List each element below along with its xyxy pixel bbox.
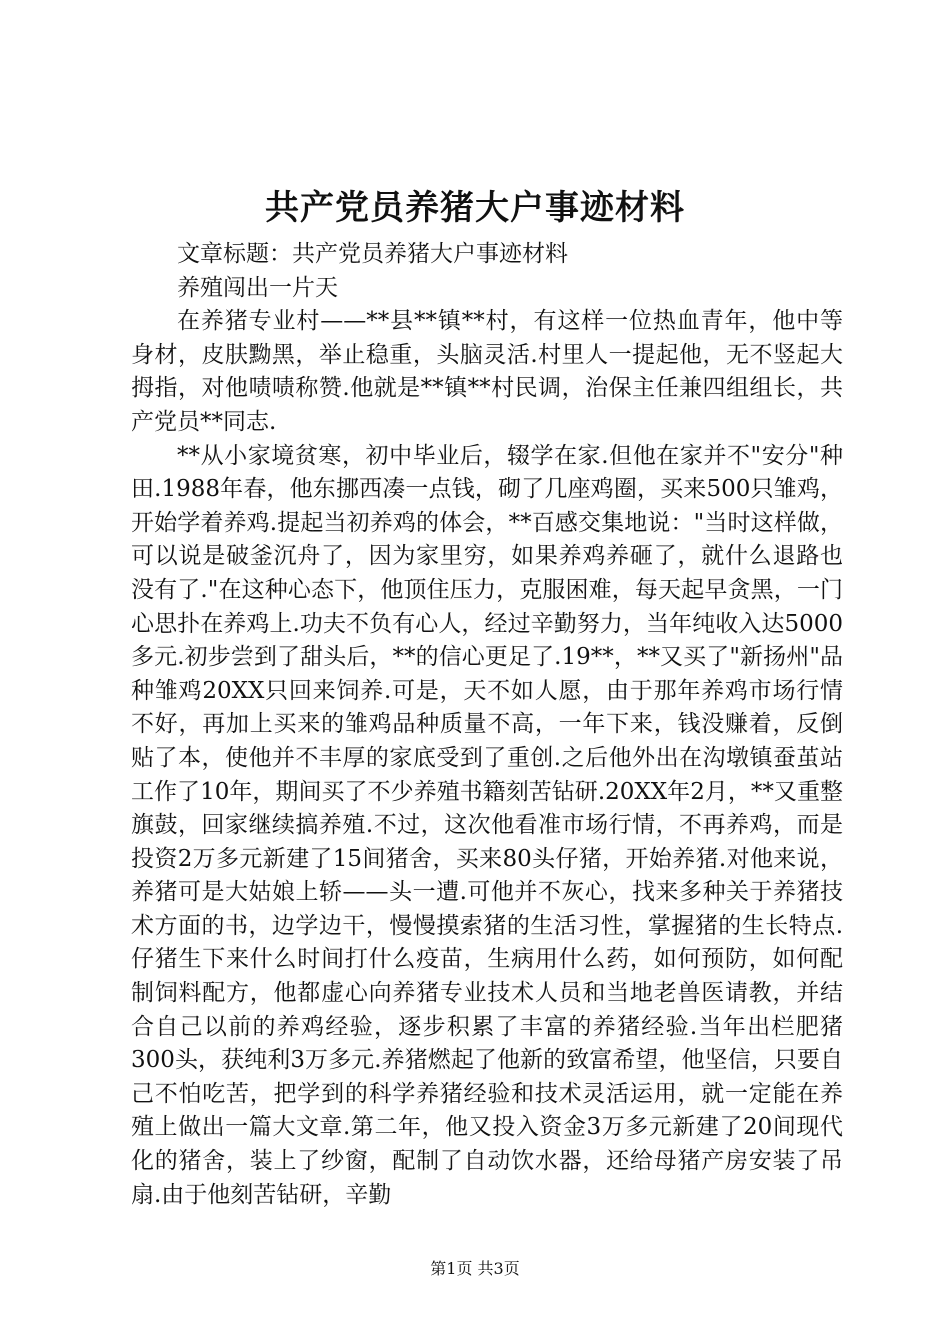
paragraph: **从小家境贫寒，初中毕业后，辍学在家.但他在家并不"安分"种田.1988年春，他东挪西凑一点钱，砌了几座鸡圈，买来500只雏鸡，开始学着养鸡.提起当初养鸡的体会，**百感交集地说："当时这样做，可以说是破釜沉舟了，因为家里穷，如果养鸡养砸了，就什么退路也没有了."在这种心态下，他顶住压力，克服困难，每天起早贪黑，一门心思扑在养鸡上.功夫不负有心人，经过辛勤努力，当年纯收入达5000多元.初步尝到了甜头后，**的信心更足了.19**，**又买了"新扬州"品种雏鸡20XX只回来饲养.可是，天不如人愿，由于那年养鸡市场行情不好，再加上买来的雏鸡品种质量不高，一年下来，钱没赚着，反倒贴了本，使他并不丰厚的家底受到了重创.之后他外出在沟墩镇蚕茧站工作了10年，期间买了不少养殖书籍刻苦钻研.20XX年2月，**又重整旗鼓，回家继续搞养殖.不过，这次他看准市场行情，不再养鸡，而是投资2万多元新建了15间猪舍，买来80头仔猪，开始养猪.对他来说，养猪可是大姑娘上轿——头一遭.可他并不灰心，找来多种关于养猪技术方面的书，边学边干，慢慢摸索猪的生活习性，掌握猪的生长特点.仔猪生下来什么时间打什么疫苗，生病用什么药，如何预防，如何配制饲料配方，他都虚心向养猪专业技术人员和当地老兽医请教，并结合自己以前的养鸡经验，逐步积累了丰富的养猪经验.当年出栏肥猪300头，获纯利3万多元.养猪燃起了他新的致富希望，他坚信，只要自己不怕吃苦，把学到的科学养猪经验和技术灵活运用，就一定能在养殖上做出一篇大文章.第二年，他又投入资金3万多元新建了20间现代化的猪舍，装上了纱窗，配制了自动饮水器，还给母猪产房安装了吊扇.由于他刻苦钻研，辛勤 bbox=[131, 442, 843, 1208]
article-title-line: 文章标题：共产党员养猪大户事迹材料 bbox=[177, 241, 568, 267]
subtitle-line: 养殖闯出一片天 bbox=[177, 274, 338, 301]
document-body bbox=[131, 238, 843, 1212]
paragraph: 在养猪专业村——**县**镇**村，有这样一位热血青年，他中等身材，皮肤黝黑，举止稳重，头脑灵活.村里人一提起他，无不竖起大拇指，对他啧啧称赞.他就是**镇**村民调，治保主任兼四组组长，共产党员**同志. bbox=[131, 308, 843, 435]
page-footer: 第1页 共3页 bbox=[430, 1259, 520, 1278]
document-title: 共产党员养猪大户事迹材料 bbox=[265, 188, 685, 228]
